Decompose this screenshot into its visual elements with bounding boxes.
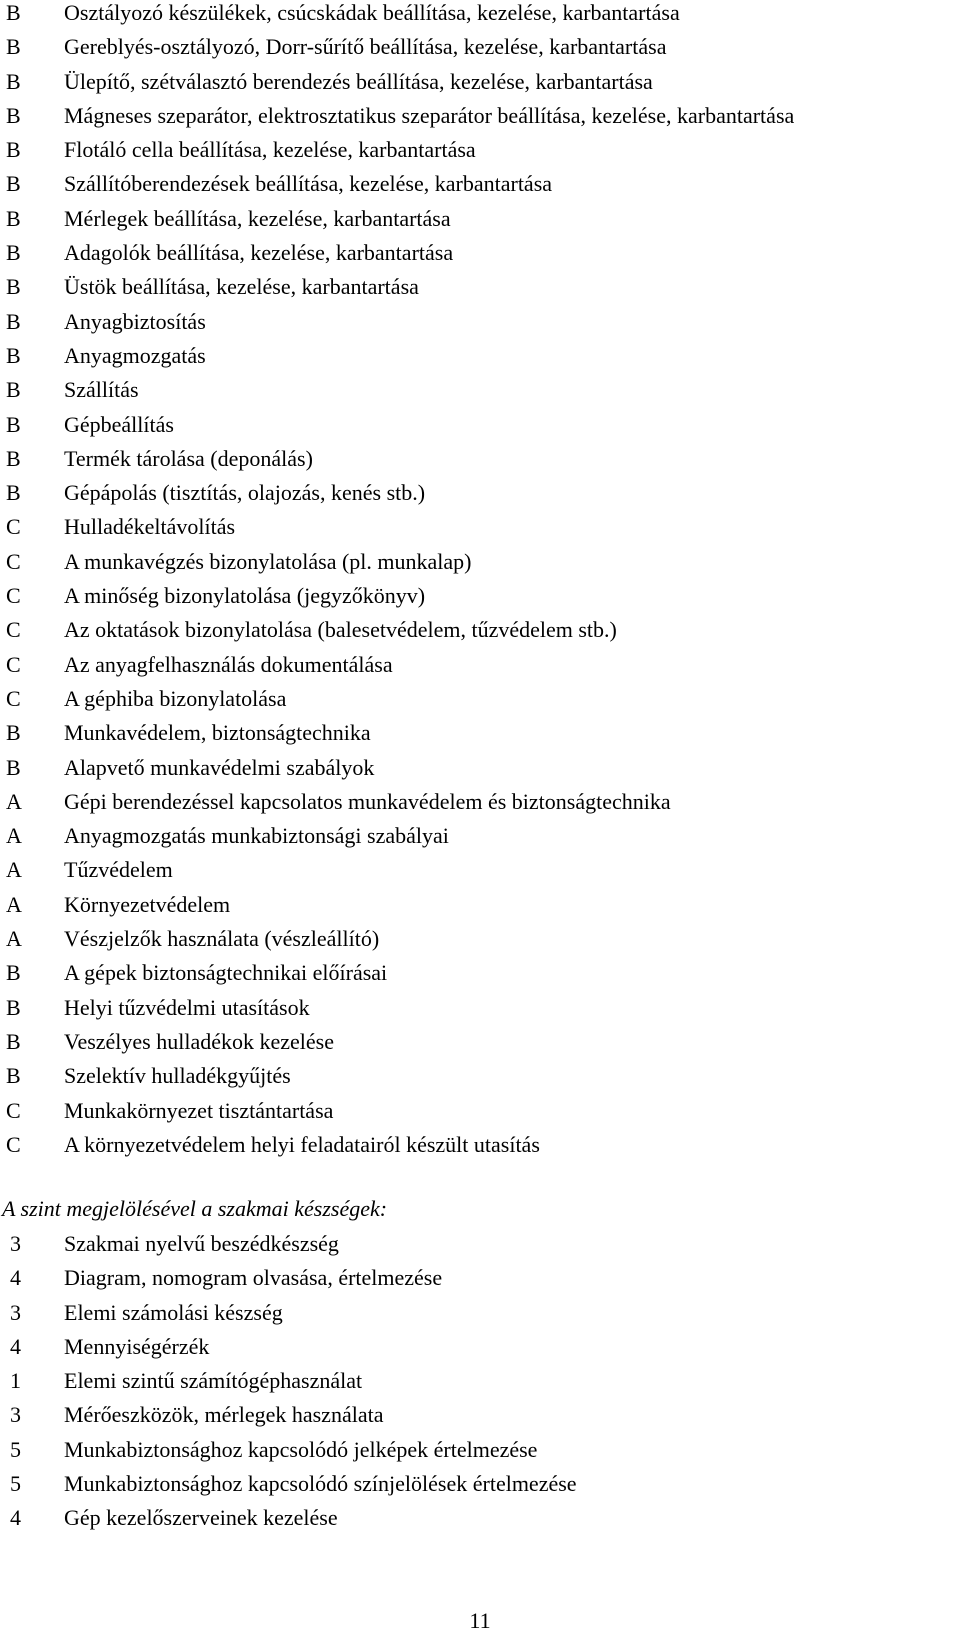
page-number <box>0 1610 960 1632</box>
item-text: Gép kezelőszerveinek kezelése <box>64 1505 338 1531</box>
item-text: Mérlegek beállítása, kezelése, karbantartása <box>64 205 451 231</box>
level-code: C <box>6 548 21 574</box>
level-code: 4 <box>10 1333 21 1359</box>
competency-row <box>6 1098 956 1132</box>
competency-row <box>6 480 956 514</box>
skills-section-title: A szint megjelölésével a szakmai készségek: <box>2 1196 388 1221</box>
level-code: 5 <box>10 1436 21 1462</box>
level-code: B <box>6 480 21 506</box>
item-text: Szakmai nyelvű beszédkészség <box>64 1231 339 1256</box>
item-text: Gépbeállítás <box>64 411 174 437</box>
item-text: Szelektív hulladékgyűjtés <box>64 1063 291 1089</box>
item-text: Termék tárolása (deponálás) <box>64 445 313 471</box>
item-text: Diagram, nomogram olvasása, értelmezése <box>64 1265 443 1291</box>
item-text: Szállítóberendezések beállítása, kezelése, karbantartása <box>64 171 553 197</box>
competency-row <box>6 34 956 68</box>
item-text: Környezetvédelem <box>64 891 231 917</box>
level-code: B <box>6 994 21 1020</box>
competency-row <box>6 377 956 411</box>
competency-row <box>6 274 956 308</box>
level-code: A <box>6 926 22 952</box>
level-code: B <box>6 445 21 471</box>
item-text: Helyi tűzvédelmi utasítások <box>64 994 310 1020</box>
competency-row <box>6 1029 956 1063</box>
level-code: C <box>6 651 21 677</box>
level-code: C <box>6 1131 21 1157</box>
competency-row <box>6 960 956 994</box>
competency-row <box>6 755 956 789</box>
item-text: Munkabiztonsághoz kapcsolódó színjelölések értelmezése <box>64 1471 577 1497</box>
level-code: B <box>6 754 21 780</box>
level-code: C <box>6 617 21 643</box>
competency-row <box>6 549 956 583</box>
level-code: B <box>6 137 21 163</box>
skill-row <box>6 1437 956 1471</box>
competency-row <box>6 789 956 823</box>
competency-row <box>6 652 956 686</box>
item-text: Munkakörnyezet tisztántartása <box>64 1097 334 1123</box>
item-text: Szállítás <box>64 377 139 403</box>
competency-row <box>6 720 956 754</box>
competency-row <box>6 514 956 548</box>
level-code: 4 <box>10 1265 21 1291</box>
skill-row <box>6 1231 956 1265</box>
competency-row <box>6 206 956 240</box>
competency-row <box>6 103 956 137</box>
skill-row <box>6 1471 956 1505</box>
item-text: A munkavégzés bizonylatolása (pl. munkalap) <box>64 548 472 574</box>
competency-row <box>6 892 956 926</box>
item-text: Üstök beállítása, kezelése, karbantartása <box>64 274 419 300</box>
item-text: Munkavédelem, biztonságtechnika <box>64 720 371 746</box>
item-text: Mérőeszközök, mérlegek használata <box>64 1402 384 1428</box>
competency-row <box>6 343 956 377</box>
level-code: C <box>6 1097 21 1123</box>
competency-row <box>6 686 956 720</box>
level-code: B <box>6 1063 21 1089</box>
item-text: Flotáló cella beállítása, kezelése, karbantartása <box>64 137 476 163</box>
level-code: B <box>6 377 21 403</box>
level-code: A <box>6 891 22 917</box>
item-text: A környezetvédelem helyi feladatairól készült utasítás <box>64 1131 540 1157</box>
level-code: 3 <box>10 1402 21 1428</box>
competency-row <box>6 995 956 1029</box>
item-text: Alapvető munkavédelmi szabályok <box>64 754 375 780</box>
skill-row <box>6 1368 956 1402</box>
level-code: B <box>6 342 21 368</box>
level-code: B <box>6 205 21 231</box>
competency-row <box>6 583 956 617</box>
skill-row <box>6 1300 956 1334</box>
level-code: B <box>6 274 21 300</box>
level-code: 3 <box>10 1231 21 1256</box>
item-text: Hulladékeltávolítás <box>64 514 236 540</box>
competency-row <box>6 926 956 960</box>
item-text: A géphiba bizonylatolása <box>64 685 287 711</box>
level-code: B <box>6 68 21 94</box>
level-code: A <box>6 788 22 814</box>
level-code: B <box>6 240 21 266</box>
level-code: B <box>6 171 21 197</box>
item-text: A gépek biztonságtechnikai előírásai <box>64 960 388 986</box>
item-text: Mennyiségérzék <box>64 1333 210 1359</box>
competency-row <box>6 171 956 205</box>
competency-row <box>6 0 956 34</box>
item-text: Vészjelzők használata (vészleállító) <box>64 926 380 952</box>
competency-row <box>6 240 956 274</box>
level-code: B <box>6 411 21 437</box>
competency-row <box>6 617 956 651</box>
skill-row <box>6 1402 956 1436</box>
level-code: 1 <box>10 1368 21 1394</box>
competency-list <box>6 0 956 1166</box>
skill-row <box>6 1505 956 1539</box>
competency-row <box>6 69 956 103</box>
level-code: C <box>6 583 21 609</box>
level-code: 5 <box>10 1471 21 1497</box>
level-code: 4 <box>10 1505 21 1531</box>
item-text: Mágneses szeparátor, elektrosztatikus szeparátor beállítása, kezelése, karbantartása <box>64 102 795 128</box>
level-code: B <box>6 720 21 746</box>
level-code: B <box>6 102 21 128</box>
level-code: B <box>6 960 21 986</box>
level-code: B <box>6 308 21 334</box>
item-text: Tűzvédelem <box>64 857 173 883</box>
item-text: Munkabiztonsághoz kapcsolódó jelképek értelmezése <box>64 1436 538 1462</box>
item-text: Adagolók beállítása, kezelése, karbantartása <box>64 240 454 266</box>
item-text: Ülepítő, szétválasztó berendezés beállítása, kezelése, karbantartása <box>64 68 653 94</box>
competency-row <box>6 412 956 446</box>
competency-row <box>6 857 956 891</box>
skill-row <box>6 1334 956 1368</box>
item-text: Az oktatások bizonylatolása (balesetvédelem, tűzvédelem stb.) <box>64 617 617 643</box>
item-text: Gépápolás (tisztítás, olajozás, kenés stb.) <box>64 480 426 506</box>
competency-row <box>6 823 956 857</box>
item-text: Osztályozó készülékek, csúcskádak beállítása, kezelése, karbantartása <box>64 0 680 25</box>
item-text: A minőség bizonylatolása (jegyzőkönyv) <box>64 583 426 609</box>
competency-row <box>6 446 956 480</box>
item-text: Az anyagfelhasználás dokumentálása <box>64 651 393 677</box>
item-text: Elemi szintű számítógéphasználat <box>64 1368 363 1394</box>
competency-row <box>6 1132 956 1166</box>
skill-row <box>6 1265 956 1299</box>
page-number-text: 11 <box>469 1608 491 1633</box>
competency-row <box>6 137 956 171</box>
level-code: B <box>6 34 21 60</box>
skills-list <box>6 1231 956 1540</box>
item-text: Gépi berendezéssel kapcsolatos munkavédelem és biztonságtechnika <box>64 788 671 814</box>
item-text: Elemi számolási készség <box>64 1299 283 1325</box>
level-code: 3 <box>10 1299 21 1325</box>
level-code: C <box>6 514 21 540</box>
item-text: Anyagmozgatás munkabiztonsági szabályai <box>64 823 449 849</box>
item-text: Anyagmozgatás <box>64 342 206 368</box>
level-code: A <box>6 823 22 849</box>
item-text: Gereblyés-osztályozó, Dorr-sűrítő beállítása, kezelése, karbantartása <box>64 34 667 60</box>
level-code: A <box>6 857 22 883</box>
item-text: Veszélyes hulladékok kezelése <box>64 1028 334 1054</box>
level-code: B <box>6 0 21 25</box>
level-code: B <box>6 1028 21 1054</box>
level-code: C <box>6 685 21 711</box>
item-text: Anyagbiztosítás <box>64 308 206 334</box>
competency-row <box>6 309 956 343</box>
competency-row <box>6 1063 956 1097</box>
